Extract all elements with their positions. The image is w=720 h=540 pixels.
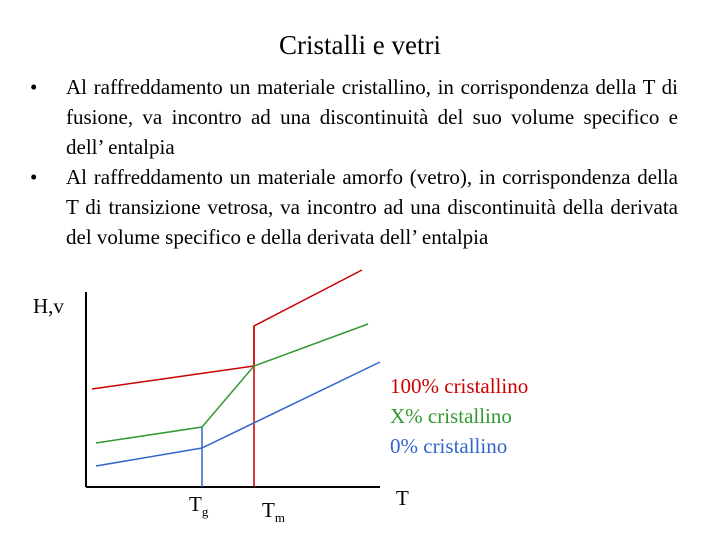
legend-item-0: 0% cristallino — [390, 434, 508, 458]
bullet-text: Al raffreddamento un materiale cristallino, in corrispondenza della T di fusione, va incontro ad una discontinuità del suo volume specifico e dell’ entalpia — [66, 75, 678, 159]
bullet-text: Al raffreddamento un materiale amorfo (vetro), in corrispondenza della T di transizione vetrosa, va incontro ad una discontinuità della derivata del volume specifico e della derivata dell’ entalpia — [66, 165, 678, 249]
tick-tm — [262, 498, 285, 526]
x-axis-label: T — [396, 486, 409, 510]
curve-100-crystalline — [92, 270, 362, 389]
legend-item-x: X% cristallino — [390, 404, 512, 428]
bullet-marker: • — [30, 165, 38, 189]
slide-title: Cristalli e vetri — [279, 30, 441, 60]
tick-tm-sub: m — [274, 510, 285, 525]
bullet-marker: • — [30, 75, 38, 99]
tick-tg-main: T — [189, 492, 202, 516]
legend — [390, 371, 528, 461]
legend-item-100: 100% cristallino — [390, 374, 529, 398]
curve-x-crystalline — [96, 324, 368, 443]
tick-tg — [189, 492, 208, 520]
y-axis-label: H,v — [33, 294, 64, 318]
tick-tg-sub: g — [201, 504, 209, 519]
tick-tm-main: T — [262, 498, 275, 522]
curve-0-crystalline — [96, 362, 380, 466]
